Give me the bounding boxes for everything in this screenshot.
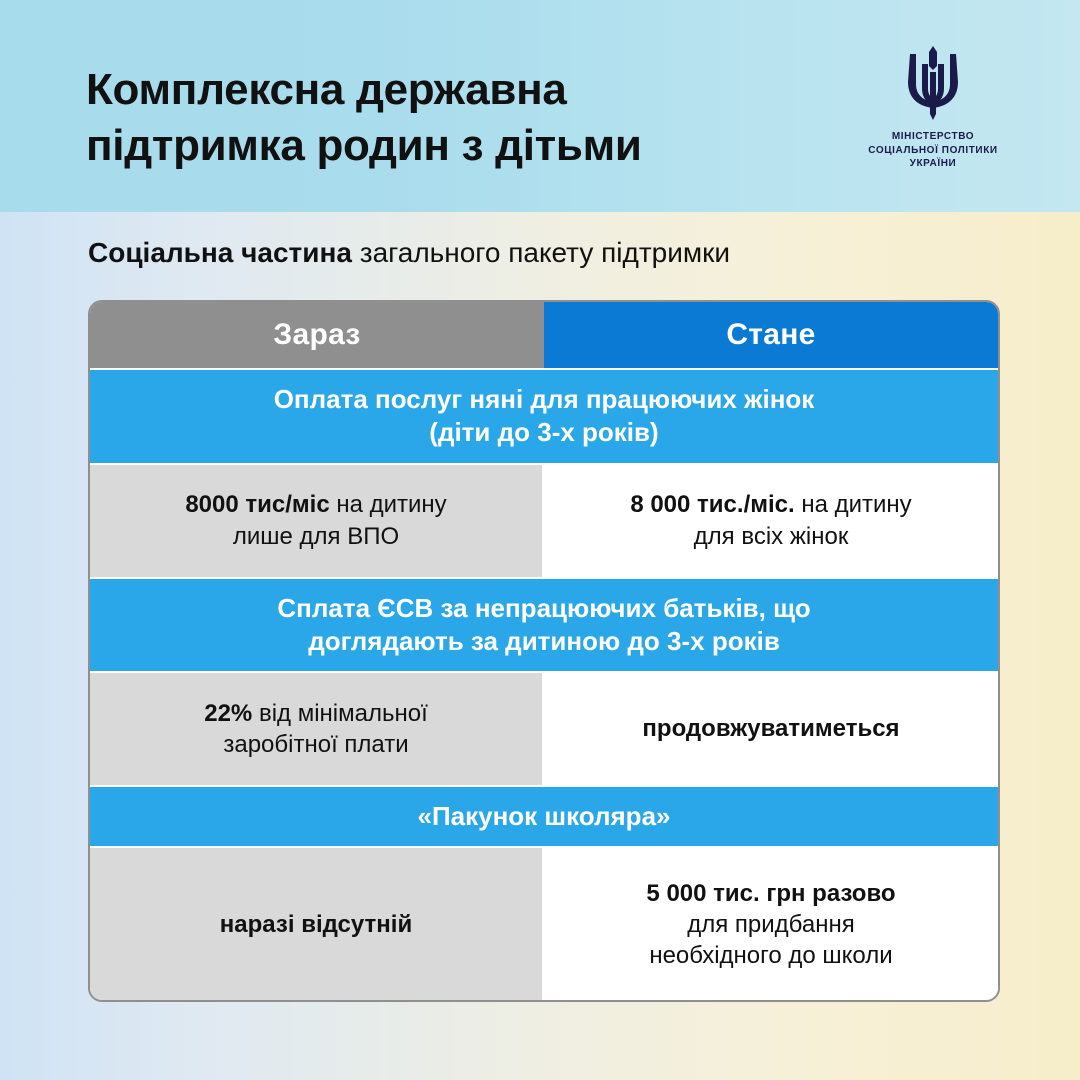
section-banner-nanny-line-2: (діти до 3-х років) xyxy=(429,417,659,448)
section-banner-esv-line-2: доглядають за дитиною до 3-х років xyxy=(308,625,780,656)
page-title xyxy=(86,62,846,175)
cell-will-nanny-line-2: для всіх жінок xyxy=(693,522,849,550)
cell-now-school-kit-line-1 xyxy=(220,909,412,940)
table-row xyxy=(90,848,998,1000)
cell-will-nanny-amount: 8 000 тис./міс. xyxy=(630,491,795,519)
cell-will-esv-line-1 xyxy=(642,713,899,744)
cell-will-nanny xyxy=(544,465,998,577)
table-header-row xyxy=(90,302,998,368)
cell-now-nanny xyxy=(90,465,544,577)
cell-will-school-kit-line-3: необхідного до школи xyxy=(649,941,893,969)
cell-now-nanny-amount: 8000 тис/міс xyxy=(185,491,330,519)
column-header-now: Зараз xyxy=(90,302,544,368)
page-header xyxy=(0,0,1080,212)
page-title-line-2: підтримка родин з дітьми xyxy=(86,121,642,171)
ministry-logo-text xyxy=(848,130,1018,171)
column-header-will: Стане xyxy=(544,302,998,368)
ministry-logo-line-3: УКРАЇНИ xyxy=(909,158,957,169)
section-banner-school-kit xyxy=(90,785,998,848)
table-row xyxy=(90,465,998,577)
cell-will-nanny-line-1: 8 000 тис./міс. на дитину xyxy=(630,491,912,519)
section-banner-nanny xyxy=(90,368,998,465)
cell-now-esv-line-2: заробітної плати xyxy=(223,731,409,759)
section-subtitle-rest: загального пакету підтримки xyxy=(351,237,730,268)
cell-will-school-kit-amount: 5 000 тис. грн разово xyxy=(646,879,896,907)
cell-now-esv-percent: 22% xyxy=(204,699,253,727)
cell-now-school-kit-value: наразі відсутній xyxy=(219,910,413,938)
section-subtitle-bold: Соціальна частина xyxy=(88,237,352,268)
cell-now-nanny-line-2: лише для ВПО xyxy=(232,522,400,550)
section-banner-nanny-line-1: Оплата послуг няні для працюючих жінок xyxy=(273,384,815,414)
table-row xyxy=(90,673,998,785)
cell-will-esv xyxy=(544,673,998,785)
cell-will-esv-value: продовжуватиметься xyxy=(642,715,900,743)
cell-now-esv xyxy=(90,673,544,785)
cell-now-school-kit xyxy=(90,848,544,1000)
section-banner-esv-line-1: Сплата ЄСВ за непрацюючих батьків, що xyxy=(277,592,811,623)
ministry-logo-line-2: СОЦІАЛЬНОЇ ПОЛІТИКИ xyxy=(868,144,998,156)
section-banner-esv xyxy=(90,577,998,674)
cell-will-school-kit-line-1 xyxy=(646,878,895,909)
cell-will-school-kit xyxy=(544,848,998,1000)
section-subtitle xyxy=(88,237,730,269)
cell-now-nanny-line-1: 8000 тис/міс на дитину xyxy=(185,491,447,519)
section-banner-school-kit-line-1: «Пакунок школяра» xyxy=(417,801,671,832)
comparison-table xyxy=(88,300,1000,1002)
page-title-line-1: Комплексна державна xyxy=(86,65,567,114)
cell-now-esv-line-1: 22% від мінімальної xyxy=(204,699,428,727)
ukraine-trident-icon xyxy=(848,44,1018,122)
ministry-logo xyxy=(848,44,1018,171)
cell-will-school-kit-line-2: для придбання xyxy=(687,910,855,938)
ministry-logo-line-1: МІНІСТЕРСТВО xyxy=(891,131,975,142)
